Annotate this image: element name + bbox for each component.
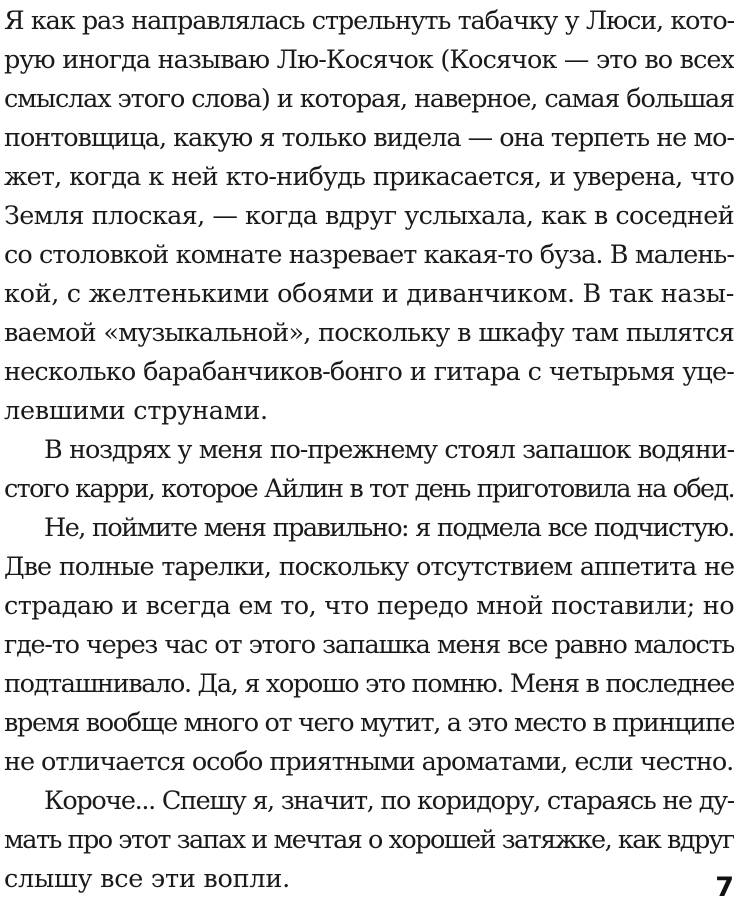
text-line-last: левшими струнами. (4, 396, 268, 426)
text-line: страдаю и всегда ем то, что передо мной поставили; но (4, 591, 734, 621)
text-line: со столовкой комнате назревает какая-то буза. В малень- (4, 240, 734, 270)
text-line: ваемой «музыкальной», поскольку в шкафу там пылятся (4, 318, 734, 348)
book-page (4, 0, 734, 920)
text-line: смыслах этого слова) и которая, наверное, самая большая (4, 84, 734, 114)
text-line: Я как раз направлялась стрельнуть табачку у Люси, кото- (4, 6, 734, 36)
text-line: несколько барабанчиков-бонго и гитара с четырьмя уце- (4, 357, 734, 387)
text-line-last: слышу все эти вопли. (4, 864, 290, 894)
text-line: Две полные тарелки, поскольку отсутствием аппетита не (4, 552, 734, 582)
text-line: Короче... Спешу я, значит, по коридору, стараясь не ду- (44, 786, 734, 816)
text-line: время вообще много от чего мутит, а это место в принципе (4, 708, 734, 738)
text-line: подташнивало. Да, я хорошо это помню. Меня в последнее (4, 669, 734, 699)
text-line: мать про этот запах и мечтая о хорошей затяжке, как вдруг (4, 825, 734, 855)
page-number: 7 (715, 872, 734, 903)
text-line: рую иногда называю Лю-Косячок (Косячок — это во всех (4, 45, 734, 75)
text-line: кой, с желтенькими обоями и диванчиком. В так назы- (4, 279, 734, 309)
text-line: где-то через час от этого запашка меня все равно малость (4, 630, 734, 660)
text-line: Земля плоская, — когда вдруг услыхала, как в соседней (4, 201, 734, 231)
text-line-last: не отличается особо приятными ароматами, если честно. (4, 747, 734, 777)
text-line: понтовщица, какую я только видела — она терпеть не мо- (4, 123, 734, 153)
text-line: Не, поймите меня правильно: я подмела все подчистую. (44, 513, 734, 543)
text-line: жет, когда к ней кто-нибудь прикасается, и уверена, что (4, 162, 734, 192)
text-line-last: стого карри, которое Айлин в тот день приготовила на обед. (4, 474, 734, 504)
text-line: В ноздрях у меня по-прежнему стоял запашок водяни- (44, 435, 734, 465)
